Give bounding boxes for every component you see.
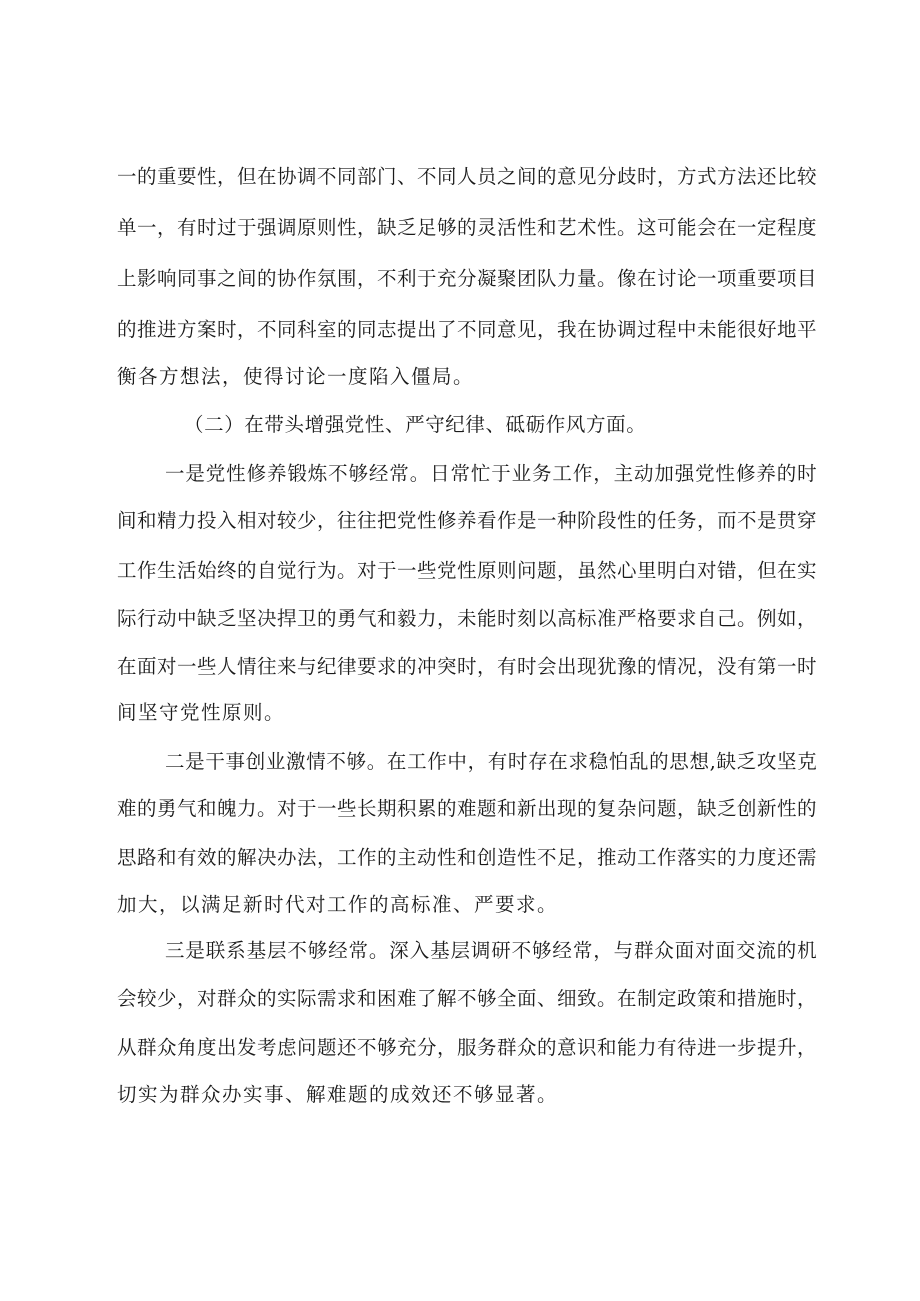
paragraph-first-line: 一 是 党 性 修 养 锻 炼 不 够 经 常 。 日 常 忙 于 业 务 工 作 ， 主 动 加 强 党 性 修 养 的 时 bbox=[165, 462, 817, 485]
paragraph-first-line: 二 是 干 事 创 业 激 情 不 够 。 在 工 作 中 ， 有 时 存 在 求 稳 怕 乱 的 思 想 , 缺 乏 攻 坚 克 bbox=[165, 750, 817, 773]
body-text-line: 切实为群众办实事、解难题的成效还不够显著。 bbox=[117, 1083, 559, 1106]
body-text-line: 工 作 生 活 始 终 的 自 觉 行 为 。 对 于 一 些 党 性 原 则 问 题 ， 虽 然 心 里 明 白 对 错 ， 但 在 实 bbox=[117, 559, 817, 582]
body-text-line: 难 的 勇 气 和 魄 力 。 对 于 一 些 长 期 积 累 的 难 题 和 新 出 现 的 复 杂 问 题 ， 缺 乏 创 新 性 的 bbox=[117, 797, 817, 820]
paragraph-first-line: 三 是 联 系 基 层 不 够 经 常 。 深 入 基 层 调 研 不 够 经 常 ， 与 群 众 面 对 面 交 流 的 机 bbox=[165, 939, 817, 962]
section-heading: （二）在带头增强党性、严守纪律、砥砺作风方面。 bbox=[184, 413, 647, 436]
body-text-line: 上 影 响 同 事 之 间 的 协 作 氛 围 ， 不 利 于 充 分 凝 聚 团 队 力 量 。 像 在 讨 论 一 项 重 要 项 目 bbox=[117, 267, 817, 290]
body-text-line: 在 面 对 一 些 人 情 往 来 与 纪 律 要 求 的 冲 突 时 ， 有 时 会 出 现 犹 豫 的 情 况 ， 没 有 第 一 时 bbox=[117, 655, 817, 678]
body-text-line: 衡各方想法，使得讨论一度陷入僵局。 bbox=[117, 365, 475, 388]
body-text-line: 从 群 众 角 度 出 发 考 虑 问 题 还 不 够 充 分 ， 服 务 群 众 的 意 识 和 能 力 有 待 进 一 步 提 升 ， bbox=[117, 1036, 817, 1059]
body-text-line: 会 较 少 ， 对 群 众 的 实 际 需 求 和 困 难 了 解 不 够 全 面 、 细 致 。 在 制 定 政 策 和 措 施 时 ， bbox=[117, 987, 817, 1010]
body-text-line: 的 推 进 方 案 时 ， 不 同 科 室 的 同 志 提 出 了 不 同 意 见 ， 我 在 协 调 过 程 中 未 能 很 好 地 平 bbox=[117, 318, 817, 341]
body-text-line: 一 的 重 要 性 ， 但 在 协 调 不 同 部 门 、 不 同 人 员 之 间 的 意 见 分 歧 时 ， 方 式 方 法 还 比 较 bbox=[117, 165, 817, 188]
body-text-line: 间坚守党性原则。 bbox=[117, 701, 286, 724]
body-text-line: 间 和 精 力 投 入 相 对 较 少 ， 往 往 把 党 性 修 养 看 作 是 一 种 阶 段 性 的 任 务 ， 而 不 是 贯 穿 bbox=[117, 509, 817, 532]
body-text-line: 加大，以满足新时代对工作的高标准、严要求。 bbox=[117, 893, 559, 916]
body-text-line: 际 行 动 中 缺 乏 坚 决 捍 卫 的 勇 气 和 毅 力 ， 未 能 时 刻 以 高 标 准 严 格 要 求 自 己 。 例 如 ， bbox=[117, 607, 817, 630]
body-text-line: 思 路 和 有 效 的 解 决 办 法 ， 工 作 的 主 动 性 和 创 造 性 不 足 ， 推 动 工 作 落 实 的 力 度 还 需 bbox=[117, 846, 817, 869]
body-text-line: 单 一 ， 有 时 过 于 强 调 原 则 性 ， 缺 乏 足 够 的 灵 活 性 和 艺 术 性 。 这 可 能 会 在 一 定 程 度 bbox=[117, 216, 817, 239]
